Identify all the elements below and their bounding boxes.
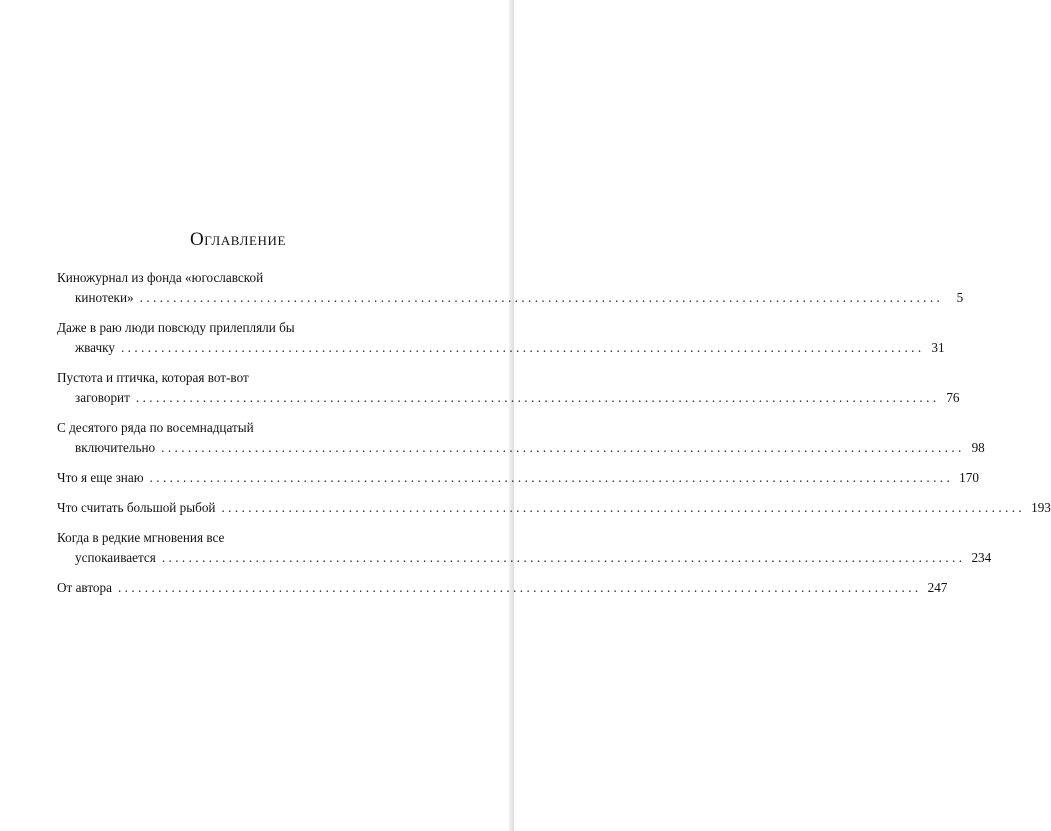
- toc-entry-title-line1: Когда в редкие мгновения все: [57, 530, 225, 545]
- toc-entry-title: Что считать большой рыбой: [57, 500, 216, 515]
- toc-entry-title-line2: жвачку: [75, 340, 115, 355]
- toc-entry[interactable]: [57, 418, 985, 458]
- toc-entry-title-line2: кинотеки»: [75, 290, 134, 305]
- toc-leader-dots: ........................................................................................................................: [149, 470, 954, 485]
- toc-entry[interactable]: [57, 498, 1051, 518]
- toc-page-number: 234: [971, 550, 992, 565]
- toc-entry-title-line2: включительно: [75, 440, 156, 455]
- toc-entry[interactable]: [57, 528, 992, 568]
- toc-entry[interactable]: [57, 578, 948, 598]
- toc-page-number: 247: [927, 580, 948, 595]
- toc-page-number: 31: [931, 340, 945, 355]
- toc-entry[interactable]: [57, 368, 960, 408]
- page-edge: [509, 0, 514, 831]
- toc-entry[interactable]: [57, 468, 979, 488]
- toc-leader-dots: ........................................................................................................................: [161, 550, 966, 565]
- toc-entry-title-line2: заговорит: [75, 390, 130, 405]
- toc-leader-dots: ........................................................................................................................: [135, 390, 940, 405]
- toc-leader-dots: ........................................................................................................................: [139, 290, 944, 305]
- toc-entry-title-line1: Киножурнал из фонда «югославской: [57, 270, 264, 285]
- toc-leader-dots: ........................................................................................................................: [221, 500, 1026, 515]
- toc-leader-dots: ........................................................................................................................: [161, 440, 965, 455]
- toc-entry-title-line1: Даже в раю люди повсюду прилепляли бы: [57, 320, 295, 335]
- toc-entry-title-line1: С десятого ряда по восемнадцатый: [57, 420, 254, 435]
- toc-entry-title: Что я еще знаю: [57, 470, 144, 485]
- toc-entry-title: От автора: [57, 580, 112, 595]
- toc-page-number: 76: [946, 390, 960, 405]
- toc-entry[interactable]: [57, 318, 945, 358]
- toc-leader-dots: ........................................................................................................................: [120, 340, 925, 355]
- toc-page-number: 98: [971, 440, 985, 455]
- toc-entry-title-line2: успокаивается: [75, 550, 156, 565]
- toc-entry[interactable]: [57, 268, 964, 308]
- toc-page-number: 170: [959, 470, 979, 485]
- toc-leader-dots: ........................................................................................................................: [117, 580, 922, 595]
- toc-page-number: 5: [956, 290, 964, 305]
- toc-entry-title-line1: Пустота и птичка, которая вот-вот: [57, 370, 249, 385]
- table-of-contents: [57, 268, 1051, 608]
- toc-page-number: 193: [1031, 500, 1051, 515]
- toc-title: Оглавление: [189, 229, 287, 250]
